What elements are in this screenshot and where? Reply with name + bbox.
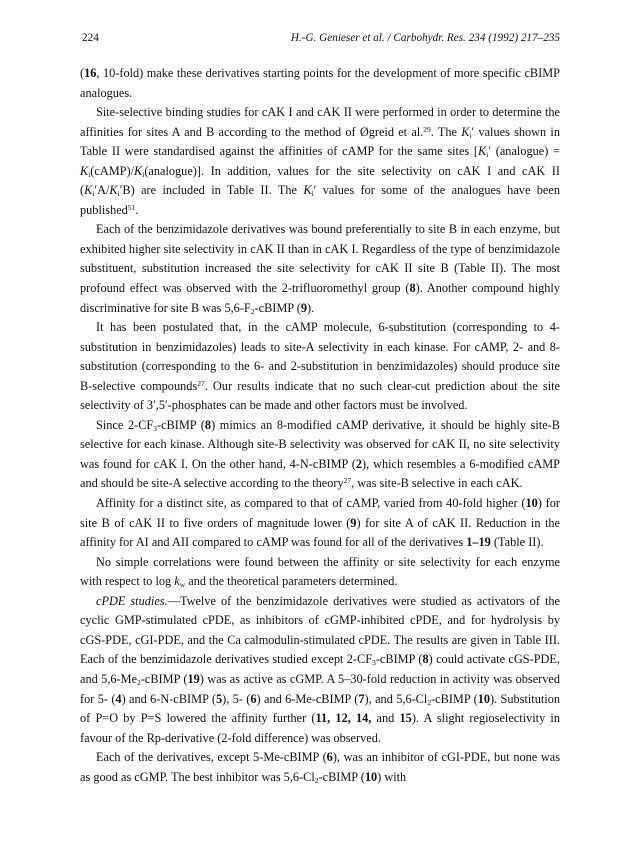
running-head: H.-G. Genieser et al. / Carbohydr. Res. 234 (1992) 217–235	[290, 32, 560, 44]
subscript: 3	[372, 658, 376, 668]
compound-ref: 10	[477, 691, 490, 706]
page-header	[82, 32, 560, 48]
subscript: 2	[314, 775, 319, 785]
text-run: ) could activate cGS-PDE, and 5,6-Me	[80, 652, 560, 686]
text-run: ′A/	[94, 183, 110, 198]
subscript: w	[179, 580, 186, 590]
compound-ref: 10	[364, 769, 378, 784]
subscript: i	[142, 169, 145, 179]
subscript: i	[88, 169, 91, 179]
compound-ref: 8	[422, 652, 429, 667]
subscript: i	[486, 150, 489, 160]
text-run: Each of the derivatives, except 5-Me-cBIMP (	[96, 750, 327, 765]
text-run: ) for site A of cAK II. Reduction in the affinity for AI and AII compared to cAMP was found for all of the derivatives	[80, 515, 561, 550]
text-run: -cBIMP (	[318, 769, 365, 784]
text-run: ), was an inhibitor of cGI-PDE, but none was as good as cGMP. The best inhibitor was 5,6-Cl	[80, 750, 560, 784]
subscript: i	[469, 130, 472, 140]
text-run: ) and 6-N-cBIMP (	[121, 691, 216, 706]
text-run: (cAMP)/	[90, 163, 135, 178]
paragraph-affinity	[80, 494, 560, 553]
prime: ′	[313, 183, 317, 198]
citation: 29	[423, 124, 431, 134]
paragraph-cpde-studies	[80, 592, 560, 748]
text-run: -cBIMP (	[140, 671, 188, 686]
compound-ref: 10	[525, 496, 538, 511]
text-run: Affinity for a distinct site, as compared to that of cAMP, varied from 40-fold higher (	[96, 496, 526, 511]
text-run: ), which resembles a 6-modified cAMP and should be site-A selective according to the theory	[80, 456, 560, 491]
paragraph-correlations	[80, 553, 560, 592]
subscript: 2	[427, 697, 432, 707]
compound-ref: 1–19	[466, 535, 491, 550]
text-run: and	[371, 711, 400, 726]
text-run: values shown in Table II were standardised against the affinities of cAMP for the same sites [	[80, 124, 560, 159]
text-run: (analogue) =	[491, 144, 560, 159]
prime: ′	[471, 124, 475, 139]
compound-ref: 9	[300, 300, 308, 315]
symbol: K	[303, 183, 312, 198]
text-run: —Twelve of the benzimidazole derivatives were studied as activators of the cyclic GMP-stimulated cPDE, as inhibitors of cGMP-inhibited cPDE, and for hydrolysis by cGS-PDE, cGI-PDE, and the Ca calmodulin-stimulated cPDE. The results are given in Table III. Each of the benzimidazole derivatives studied except 2-CF	[80, 593, 560, 667]
page-number: 224	[82, 32, 99, 44]
paragraph-site-selective-binding	[80, 103, 560, 220]
text-run: , 10-fold) make these derivatives starting points for the development of more specific cBIMP analogues.	[80, 66, 560, 100]
compound-ref: 4	[115, 691, 122, 706]
compound-ref: 6	[326, 750, 333, 765]
subscript: 2	[250, 306, 255, 316]
body-text	[80, 64, 560, 787]
text-run: ) with	[377, 769, 407, 784]
text-run: , was site-B selective in each cAK.	[351, 476, 523, 491]
text-run: . Our results indicate that no such clear-cut prediction about the site selectivity of 3′,5′-phosphates can be made and other factors must be involved.	[80, 378, 560, 413]
text-run: (Table II).	[490, 535, 544, 550]
subscript: i	[117, 189, 120, 199]
text-run: It has been postulated that, in the cAMP molecule, 6-substitution (corresponding to 4-substitution in benzimidazoles) leads to site-A selectivity in each kinase. For cAMP, 2- and 8-substitution (corresponding to the 6- and 2-substitution in benzimidazoles) should produce site B-selective compounds	[80, 320, 560, 393]
text-run: ′B) are included in Table II. The	[119, 183, 304, 198]
compound-ref: 8	[204, 417, 212, 432]
compound-ref: 9	[350, 515, 357, 530]
text-run: . The	[430, 124, 462, 139]
text-run: (analogue)]. In addition, values for the site selectivity on cAK I and cAK II (	[80, 163, 560, 198]
compound-ref: 5	[215, 691, 223, 706]
compound-ref: 15	[399, 711, 412, 726]
paragraph-continuation: (16, 10-fold) make these derivatives starting points for the development of more specific cBIMP analogues.	[80, 66, 560, 100]
subscript: i	[92, 189, 95, 199]
section-heading: cPDE studies.	[96, 593, 168, 608]
text-run: -cBIMP (	[431, 691, 478, 706]
symbol: K	[109, 183, 118, 198]
compound-ref: 6	[250, 691, 257, 706]
subscript: i	[311, 189, 314, 199]
text-run: -cBIMP (	[157, 417, 205, 432]
text-run: -cBIMP (	[375, 652, 423, 667]
text-run: ). Another compound highly discriminative for site B was 5,6-F	[80, 281, 560, 315]
text-run: ) mimics an 8-modified cAMP derivative, it should be highly site-B selective for each kinase. Although site-B selectivity was observed for cAK II, no site selectivity was found for cAK I. On the other hand, 4-N-cBIMP (	[80, 417, 560, 471]
paragraph-site-b-preference	[80, 220, 560, 318]
symbol: K	[80, 163, 89, 178]
text-run: Since 2-CF	[96, 417, 154, 432]
compound-ref: 2	[355, 456, 363, 471]
text-run: ), 5- (	[222, 691, 251, 706]
text-run: ) for site B of cAK II to five orders of magnitude lower (	[80, 496, 561, 530]
text-run: values for some of the analogues have been published	[80, 183, 560, 217]
paragraph-postulate	[80, 318, 560, 416]
symbol: K	[478, 144, 487, 159]
text-run: No simple correlations were found between the affinity or site selectivity for each enzyme with respect to log	[80, 554, 560, 589]
paragraph-cf3-mimic	[80, 416, 560, 494]
text-run: .	[135, 202, 139, 217]
text-run: ) was as active as cGMP. A 5–30-fold reduction in activity was observed for 5- (	[80, 671, 560, 706]
symbol: K	[84, 183, 93, 198]
prime: ′	[488, 144, 492, 159]
text-run: -cBIMP (	[254, 300, 301, 315]
text-run: ). Substitution of P=O by P=S lowered the affinity further (	[80, 691, 560, 726]
text-run: ), and 5,6-Cl	[364, 691, 428, 706]
citation: 51	[127, 202, 136, 212]
symbol: k	[174, 574, 180, 589]
compound-ref: 11, 12, 14,	[315, 711, 372, 726]
compound-ref: 8	[409, 281, 416, 296]
citation: 27	[197, 378, 205, 388]
text-run: ).	[307, 300, 315, 315]
text-run: Each of the benzimidazole derivatives was bound preferentially to site B in each enzyme, but exhibited higher site selectivity in cAK II than in cAK I. Regardless of the type of benzimidazole substituent, substitution increased the site selectivity for cAK II site B (Table II). The most profound effect was observed with the 2-trifluoromethyl group (	[80, 222, 560, 296]
text-run: ) and 6-Me-cBIMP (	[256, 691, 359, 706]
compound-ref: 19	[187, 671, 200, 686]
citation: 27	[343, 476, 352, 486]
compound-ref: 7	[358, 691, 365, 706]
compound-ref: 16	[84, 66, 97, 80]
text-run: ). A slight regioselectivity in favour of the Rp-derivative (2-fold difference) was observed.	[80, 711, 560, 745]
text-run: and the theoretical parameters determined.	[185, 574, 398, 589]
symbol: K	[134, 163, 143, 178]
text-run: Site-selective binding studies for cAK I and cAK II were performed in order to determine the affinities for sites A and B according to the method of Øgreid et al.	[80, 105, 560, 139]
subscript: 2	[137, 677, 141, 687]
symbol: K	[461, 124, 470, 139]
subscript: 3	[153, 423, 157, 433]
paragraph-inhibitors	[80, 748, 560, 787]
